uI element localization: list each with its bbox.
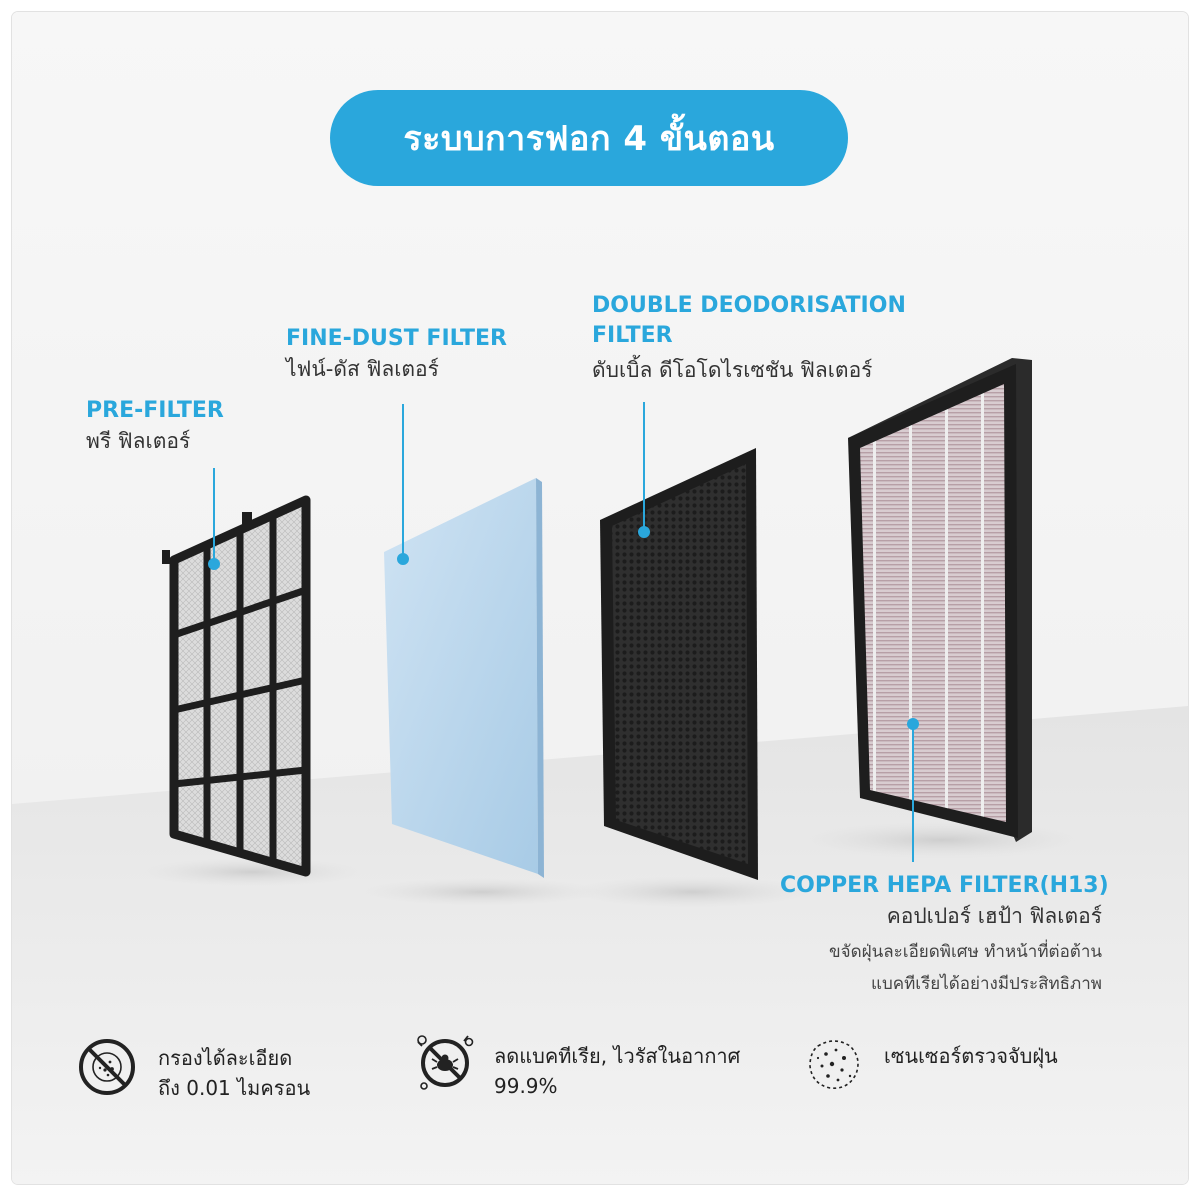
page-title: ระบบการฟอก 4 ขั้นตอน bbox=[330, 90, 848, 186]
pre-filter-thai: พรี ฟิลเตอร์ bbox=[86, 429, 191, 453]
fine-dust-title: FINE-DUST FILTER bbox=[286, 326, 507, 351]
feature-sensor-line-1: เซนเซอร์ตรวจจับฝุ่น bbox=[884, 1044, 1058, 1068]
product-panel bbox=[12, 12, 1188, 1184]
feature-filter-line-2: ถึง 0.01 ไมครอน bbox=[158, 1076, 311, 1100]
hepa-desc-1: ขจัดฝุ่นละเอียดพิเศษ ทำหน้าที่ต่อต้าน bbox=[829, 942, 1102, 962]
fine-dust-thai: ไฟน์-ดัส ฟิลเตอร์ bbox=[286, 357, 439, 381]
leader-lines bbox=[12, 12, 1188, 1184]
feature-bacteria-line-2: 99.9% bbox=[494, 1074, 558, 1098]
feature-bacteria-line-1: ลดแบคทีเรีย, ไวรัสในอากาศ bbox=[494, 1044, 741, 1068]
feature-filter-line-1: กรองได้ละเอียด bbox=[158, 1046, 293, 1070]
hepa-desc-2: แบคทีเรียได้อย่างมีประสิทธิภาพ bbox=[870, 974, 1102, 994]
pre-filter-title: PRE-FILTER bbox=[86, 398, 224, 423]
no-bacteria-icon bbox=[414, 1032, 476, 1094]
no-particle-icon bbox=[78, 1038, 136, 1096]
dust-sensor-icon bbox=[804, 1034, 864, 1094]
deodorisation-thai: ดับเบิ้ล ดีโอโดไรเซชัน ฟิลเตอร์ bbox=[592, 358, 873, 382]
hepa-thai: คอปเปอร์ เฮป้า ฟิลเตอร์ bbox=[886, 904, 1102, 928]
deodorisation-title-1: DOUBLE DEODORISATION bbox=[592, 293, 906, 318]
deodorisation-title-2: FILTER bbox=[592, 323, 673, 348]
hepa-title: COPPER HEPA FILTER(H13) bbox=[780, 873, 1109, 898]
